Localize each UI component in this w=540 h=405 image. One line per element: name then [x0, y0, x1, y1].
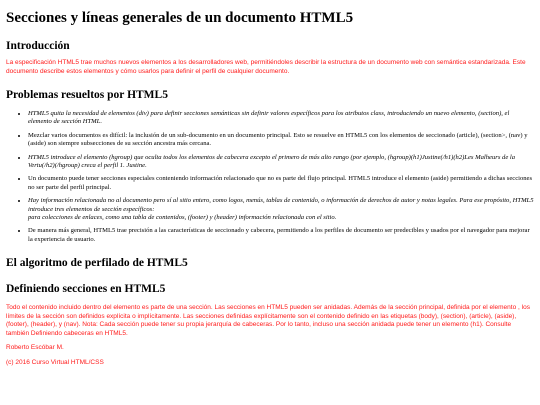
defining-paragraph: Todo el contenido incluido dentro del elemento es parte de una sección. Las secciones en HTML5 pueden ser anidadas. Además de la sección principal, definida por el elemento , los límites de la sección son definidos explícita o implícitamente. Las secciones definidas explícitamente son el contenido definido en las etiquetas (body), (section), (article), (aside), (footer), (header), y (nav). Nota: Cada sección puede tener su propia jerarquía de cabeceras. Por lo tanto, incluso una sección anidada puede tener un elemento (h1). Consulte también Definiendo cabeceras en HTML5.: [6, 304, 530, 337]
copyright-text: (c) 2016 Curso Virtual HTML/CSS: [6, 358, 104, 366]
list-item: • HTML5 introduce el elemento (hgroup) que oculta todos los elementos de cabecera excepto el primero de más alto rango (por ejemplo, (hgroup)(h1)Justine(/h1)(h2)Les Malheurs de la Vertu(/h2)(/hgroup) creca el perfil 1. Justine.: [28, 154, 534, 171]
list-item-text: Hay información relacionada no al documento pero sí al sitio entero, como logos, menús, tablas de contenido, o información de derechos de autor y notas legales. Para ese propósito, HTML5 introduce tres elementos de sección específicos:: [28, 197, 534, 213]
author-name: Roberto Escóbar M.: [6, 344, 64, 352]
problems-heading: Problemas resueltos por HTML5: [6, 89, 168, 101]
list-item: • HTML5 quita la necesidad de elementos (div) para definir secciones semánticas sin definir valores específicos para los atributos class, introduciendo un nuevo elemento, (section), el elemento de sección HTML.: [28, 110, 534, 127]
intro-heading: Introducción: [6, 40, 70, 52]
list-item: [28, 197, 534, 222]
list-item: • Mezclar varios documentos es difícil: la inclusión de un sub-documento en un documento principal. Esto se resuelve en HTML5 con los elementos de seccionado (article), (section>, (nav) y (aside) son siempre subsecciones de su sección ancestra más cercana.: [28, 132, 534, 149]
page-title: Secciones y líneas generales de un documento HTML5: [6, 10, 354, 26]
problems-list: [6, 110, 534, 244]
algorithm-heading: El algoritmo de perfilado de HTML5: [6, 257, 188, 270]
problems-section: [6, 88, 534, 244]
defining-heading: Definiendo secciones en HTML5: [6, 283, 166, 296]
list-item-text-continued: para colecciones de enlaces, como una tabla de contenidos, (footer) y (header) información relacionada con el sitio.: [28, 214, 337, 222]
list-item: • Un documento puede tener secciones especiales conteniendo información relacionado que no es parte del flujo principal. HTML5 introduce el elemento (aside) permitiendo a dichas secciones no ser parte del perfil principal.: [28, 175, 534, 192]
intro-paragraph: La especificación HTML5 trae muchos nuevos elementos a los desarrolladores web, permitiéndoles describir la estructura de un documento web con semántica estandarizada. Este documento describe estos elementos y cómo usarlos para definir el perfil de cualquier documento.: [6, 59, 526, 75]
intro-section: [6, 39, 534, 76]
defining-section: [6, 282, 534, 367]
list-item: • De manera más general, HTML5 trae precisión a las características de seccionado y cabecera, permitiendo a los perfiles de documento ser predecibles y usados por el navegador para mejorar la experiencia de usuario.: [28, 227, 534, 244]
